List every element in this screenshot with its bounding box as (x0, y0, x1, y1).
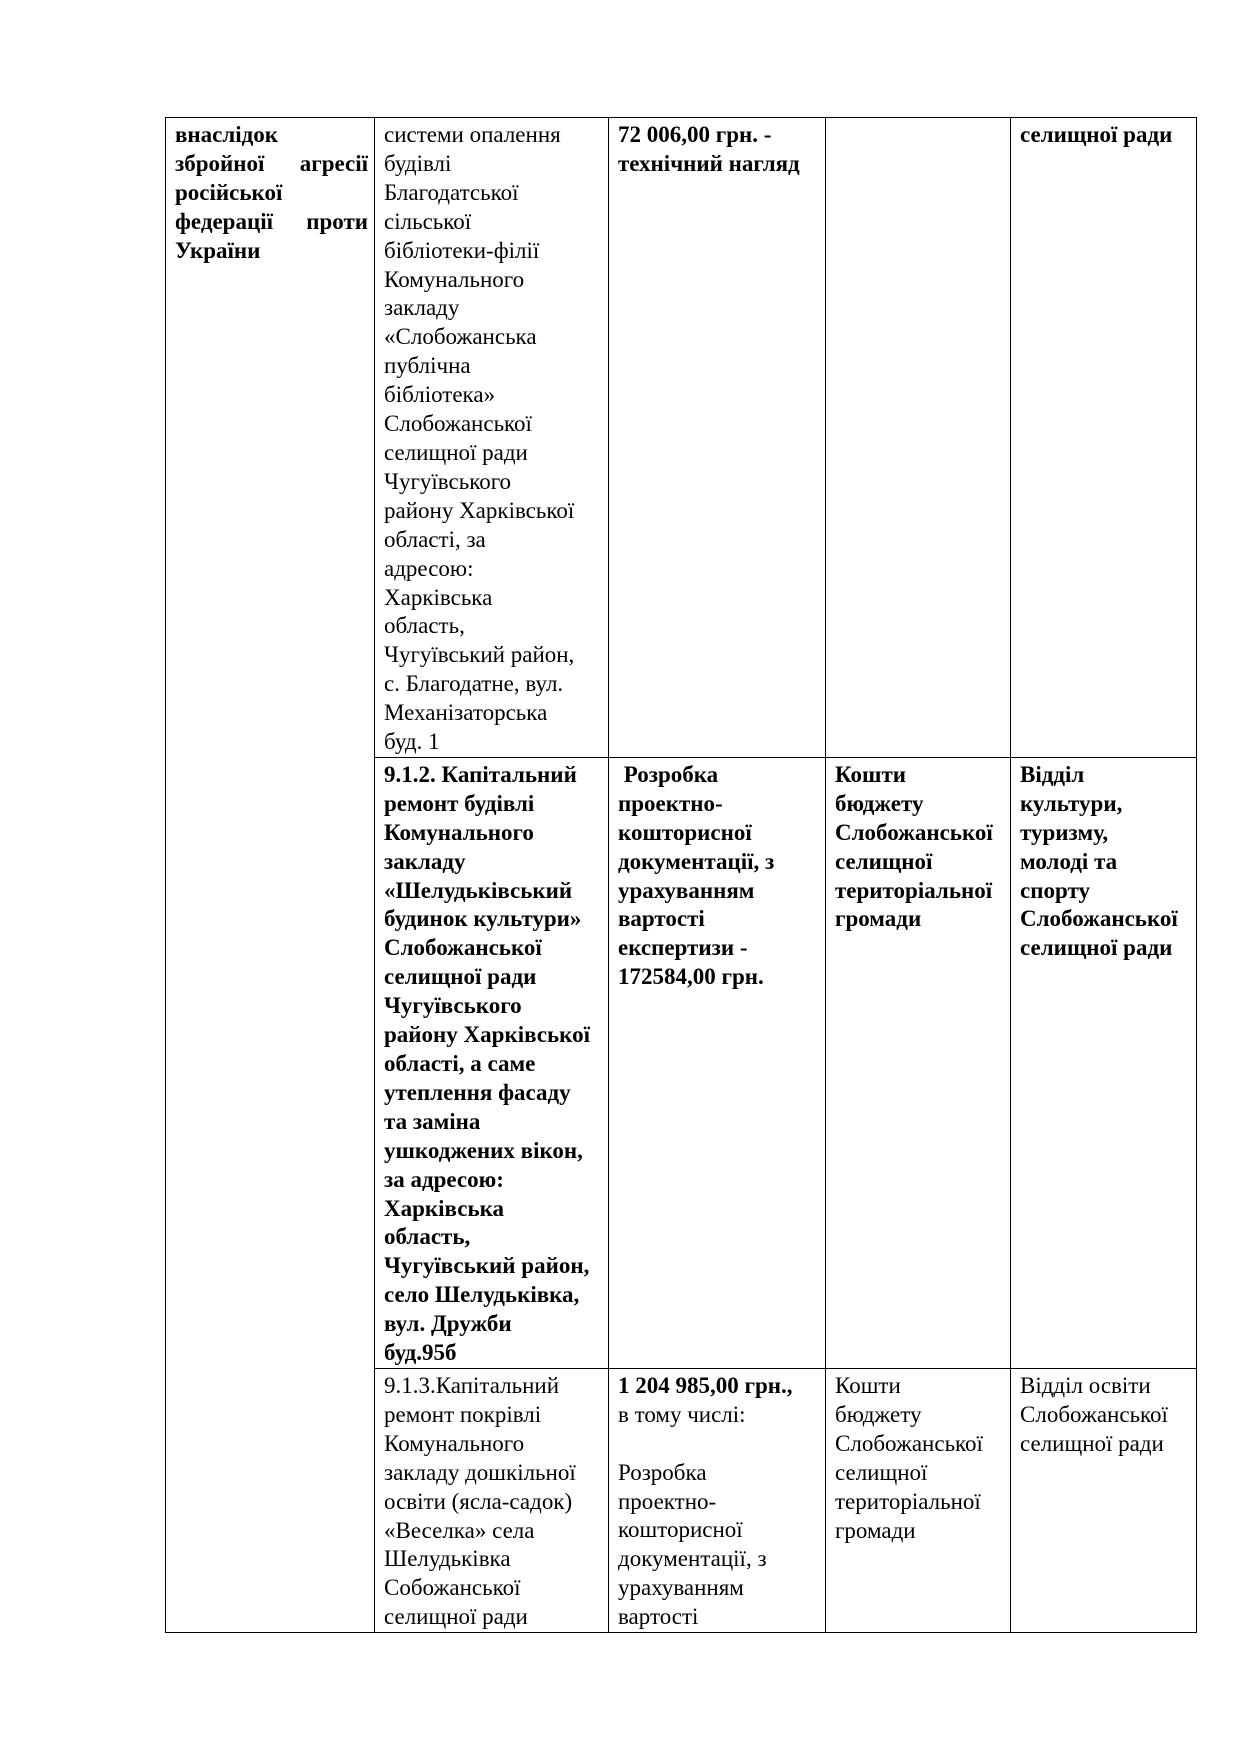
cell-responsible (1011, 1368, 1197, 1632)
text-line: буд. 1 (384, 729, 440, 755)
text-line: туризму, (1020, 819, 1109, 845)
text-line: проектно- (618, 790, 723, 816)
text-line: ремонт будівлі (384, 790, 535, 816)
text-line: Чугуївського (384, 993, 522, 1019)
text-line: закладу дошкільної (384, 1459, 576, 1485)
text-line: документації, з (618, 1546, 767, 1572)
text-line: та заміна (384, 1108, 481, 1134)
text-line: технічний нагляд (618, 150, 800, 176)
text-line: Чугуївський район, (384, 642, 575, 668)
cell-funding-source (826, 757, 1011, 1368)
text-line: «Шелудьківський (384, 877, 573, 903)
text-line: проектно- (618, 1488, 717, 1514)
text-line: 9.1.2. Капітальний (384, 761, 577, 787)
text-line: селищної ради (384, 964, 537, 990)
table-row (166, 118, 1197, 758)
text-line: будівлі (384, 150, 452, 176)
text-line: територіальної (835, 877, 993, 903)
text-line: Харківська (384, 1195, 505, 1221)
text-line: Слобожанської (835, 819, 993, 845)
text-line: Слобожанської (1020, 906, 1178, 932)
text-line: Харківська (384, 584, 493, 610)
text-line: експертизи - (618, 935, 748, 961)
text-line: Слобожанської (384, 935, 542, 961)
text-line: Механізаторська (384, 700, 548, 726)
text-line: селищної ради (384, 1604, 528, 1630)
text-line: Кошти (835, 1372, 901, 1398)
text-line: федерації проти (175, 208, 368, 234)
program-measures-table (165, 117, 1197, 1633)
text-line: бібліотека» (384, 382, 496, 408)
text-line: внаслідок (175, 122, 279, 147)
text-line: закладу (384, 848, 466, 874)
text-line: публічна (384, 353, 471, 379)
text-line: селищної (835, 1459, 928, 1485)
text-line: спорту (1020, 877, 1090, 903)
text-line: кошторисної (618, 1517, 743, 1543)
text-line: Відділ освіти (1020, 1372, 1151, 1398)
text-line: Слобожанської (384, 411, 532, 437)
text-line: будинок культури» (384, 906, 582, 932)
text-line: системи опалення (384, 122, 561, 147)
text-line: 72 006,00 грн. - (618, 122, 772, 147)
text-line: село Шелудьківка, (384, 1282, 580, 1308)
text-line: 172584,00 грн. (618, 964, 764, 990)
text-line: Розробка (618, 1459, 707, 1485)
text-line: ушкоджених вікон, (384, 1137, 583, 1163)
text-line: Благодатської (384, 179, 519, 205)
text-line: селищної ради (1020, 935, 1173, 961)
cell-measure (375, 118, 609, 758)
text-line: Комунального (384, 1430, 525, 1456)
text-line: територіальної (835, 1488, 981, 1514)
text-line: Відділ (1020, 761, 1085, 787)
text-line: адресою: (384, 555, 474, 581)
text-line: російської (175, 179, 283, 205)
cell-measure (375, 1368, 609, 1632)
cell-funding-amount (609, 1368, 826, 1632)
text-line: громади (835, 1517, 916, 1543)
text-line: Собожанської (384, 1575, 521, 1601)
text-line: Комунального (384, 266, 525, 292)
text-line: вартості (618, 1604, 699, 1630)
cell-responsible (1011, 118, 1197, 758)
text-line: освіти (ясла-садок) (384, 1488, 573, 1514)
text-line: Чугуївського (384, 468, 512, 494)
text-line: вул. Дружби (384, 1311, 512, 1337)
cell-purpose (166, 118, 375, 1633)
text-line: Кошти (835, 761, 906, 787)
text-line: в тому числі: (618, 1401, 746, 1427)
text-line: ремонт покрівлі (384, 1401, 542, 1427)
text-line: закладу (384, 295, 460, 321)
text-line: документації, з (618, 848, 775, 874)
text-line: область, (384, 1224, 471, 1250)
text-line: області, за (384, 526, 486, 552)
text-line: збройної агресії (175, 150, 368, 176)
text-line: селищної ради (1020, 1430, 1164, 1456)
text-line: Слобожанської (1020, 1401, 1168, 1427)
text-line: урахуванням (618, 877, 755, 903)
text-line: вартості (618, 906, 705, 932)
text-line: урахуванням (618, 1575, 744, 1601)
text-line: селищної ради (384, 439, 528, 465)
text-line: громади (835, 906, 922, 932)
text-line: Комунального (384, 819, 534, 845)
text-line: бібліотеки-філії (384, 237, 540, 263)
text-line: «Веселка» села (384, 1517, 535, 1543)
text-line: культури, (1020, 790, 1123, 816)
text-line: району Харківської (384, 497, 575, 523)
text-line: бюджету (835, 1401, 922, 1427)
text-line: сільської (384, 208, 472, 234)
cell-funding-source (826, 1368, 1011, 1632)
text-line: 1 204 985,00 грн., (618, 1372, 793, 1398)
text-line: Розробка (618, 761, 719, 787)
text-line: області, а саме (384, 1051, 536, 1076)
text-line: «Слобожанська (384, 324, 537, 350)
text-line: селищної ради (1020, 122, 1173, 147)
text-line: України (175, 237, 261, 263)
blank-line (618, 1430, 819, 1459)
cell-measure (375, 757, 609, 1368)
text-line: Чугуївський район, (384, 1253, 590, 1279)
text-line: селищної (835, 848, 933, 874)
text-line: буд.95б (384, 1340, 457, 1366)
text-line: Шелудьківка (384, 1546, 511, 1572)
text-line: 9.1.3.Капітальний (384, 1372, 560, 1398)
text-line: с. Благодатне, вул. (384, 671, 564, 697)
text-line: Слобожанської (835, 1430, 983, 1456)
text-line: району Харківської (384, 1022, 591, 1048)
cell-responsible (1011, 757, 1197, 1368)
text-line: область, (384, 613, 465, 639)
text-line: за адресою: (384, 1166, 504, 1192)
cell-funding-amount (609, 118, 826, 758)
cell-funding-source (826, 118, 1011, 758)
text-line: кошторисної (618, 819, 752, 845)
cell-funding-amount (609, 757, 826, 1368)
text-line: бюджету (835, 790, 924, 816)
text-line: утеплення фасаду (384, 1079, 571, 1105)
text-line: молоді та (1020, 848, 1118, 874)
